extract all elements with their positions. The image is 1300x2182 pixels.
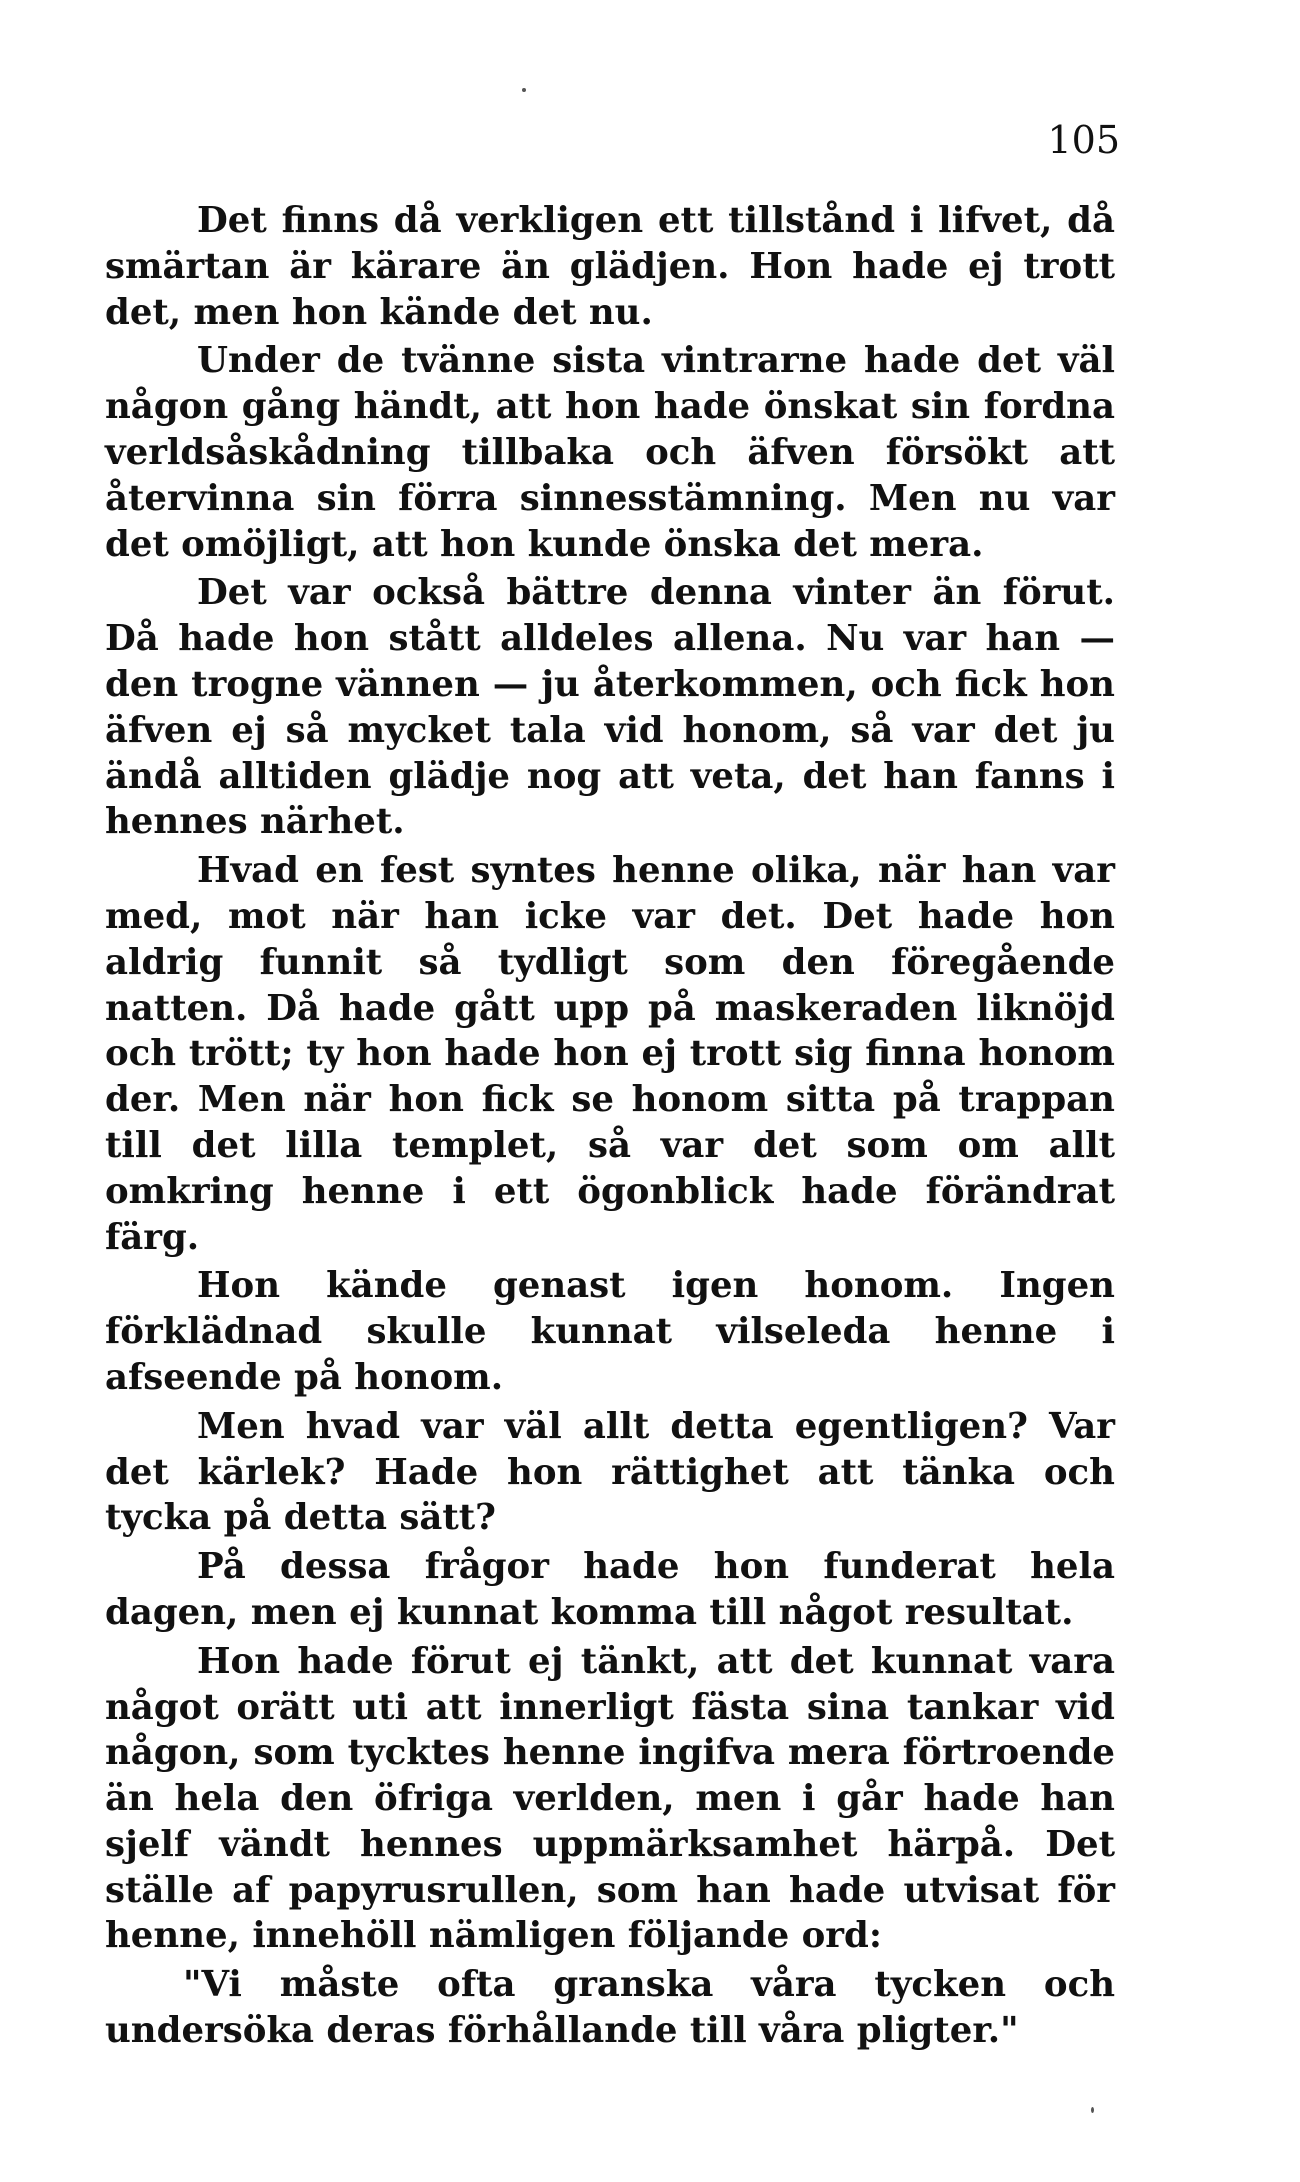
paragraph-2: Under de tvänne sista vintrarne hade det väl någon gång händt, att hon hade önskat sin fordna verldsåskådning tillbaka och äfven försökt att återvinna sin förra sinnesstämning. Men nu var det omöjligt, att hon kunde önska det mera.: [105, 340, 1115, 565]
page-number: 105: [1047, 118, 1120, 162]
body-text: [105, 198, 1115, 2054]
paragraph-1: Det finns då verkligen ett tillstånd i lifvet, då smärtan är kärare än glädjen. Hon hade ej trott det, men hon kände det nu.: [105, 200, 1115, 333]
paragraph-7: På dessa frågor hade hon funderat hela dagen, men ej kunnat komma till något resultat.: [105, 1546, 1115, 1633]
paragraph-8: Hon hade förut ej tänkt, att det kunnat vara något orätt uti att innerligt fästa sina tankar vid någon, som tycktes henne ingifva mera förtroende än hela den öfriga verlden, men i går hade han sjelf vändt hennes uppmärksamhet härpå. Det ställe af papyrusrullen, som han hade utvisat för henne, innehöll nämligen följande ord:: [105, 1640, 1115, 1957]
paragraph-5: Hon kände genast igen honom. Ingen förklädnad skulle kunnat vilseleda henne i afseende på honom.: [105, 1265, 1115, 1398]
paragraph-6: Men hvad var väl allt detta egentligen? Var det kärlek? Hade hon rättighet att tänka och tycka på detta sätt?: [105, 1405, 1115, 1539]
paragraph-3: Det var också bättre denna vinter än förut. Då hade hon stått alldeles allena. Nu var han — den trogne vännen — ju återkommen, och fick hon äfven ej så mycket tala vid honom, så var det ju ändå alltiden glädje nog att veta, det han fanns i hennes närhet.: [105, 572, 1115, 843]
paragraph-9-quote: "Vi måste ofta granska våra tycken och undersöka deras förhållande till våra pligter.": [105, 1964, 1115, 2052]
print-speck: [1091, 2107, 1094, 2113]
paragraph-4: Hvad en fest syntes henne olika, när han var med, mot när han icke var det. Det hade hon aldrig funnit så tydligt som den föregående natten. Då hade gått upp på maskeraden liknöjd och trött; ty hon hade hon ej trott sig finna honom der. Men när hon fick se honom sitta på trappan till det lilla templet, så var det som om allt omkring henne i ett ögonblick hade förändrat färg.: [105, 850, 1115, 1258]
print-speck: [522, 88, 526, 92]
